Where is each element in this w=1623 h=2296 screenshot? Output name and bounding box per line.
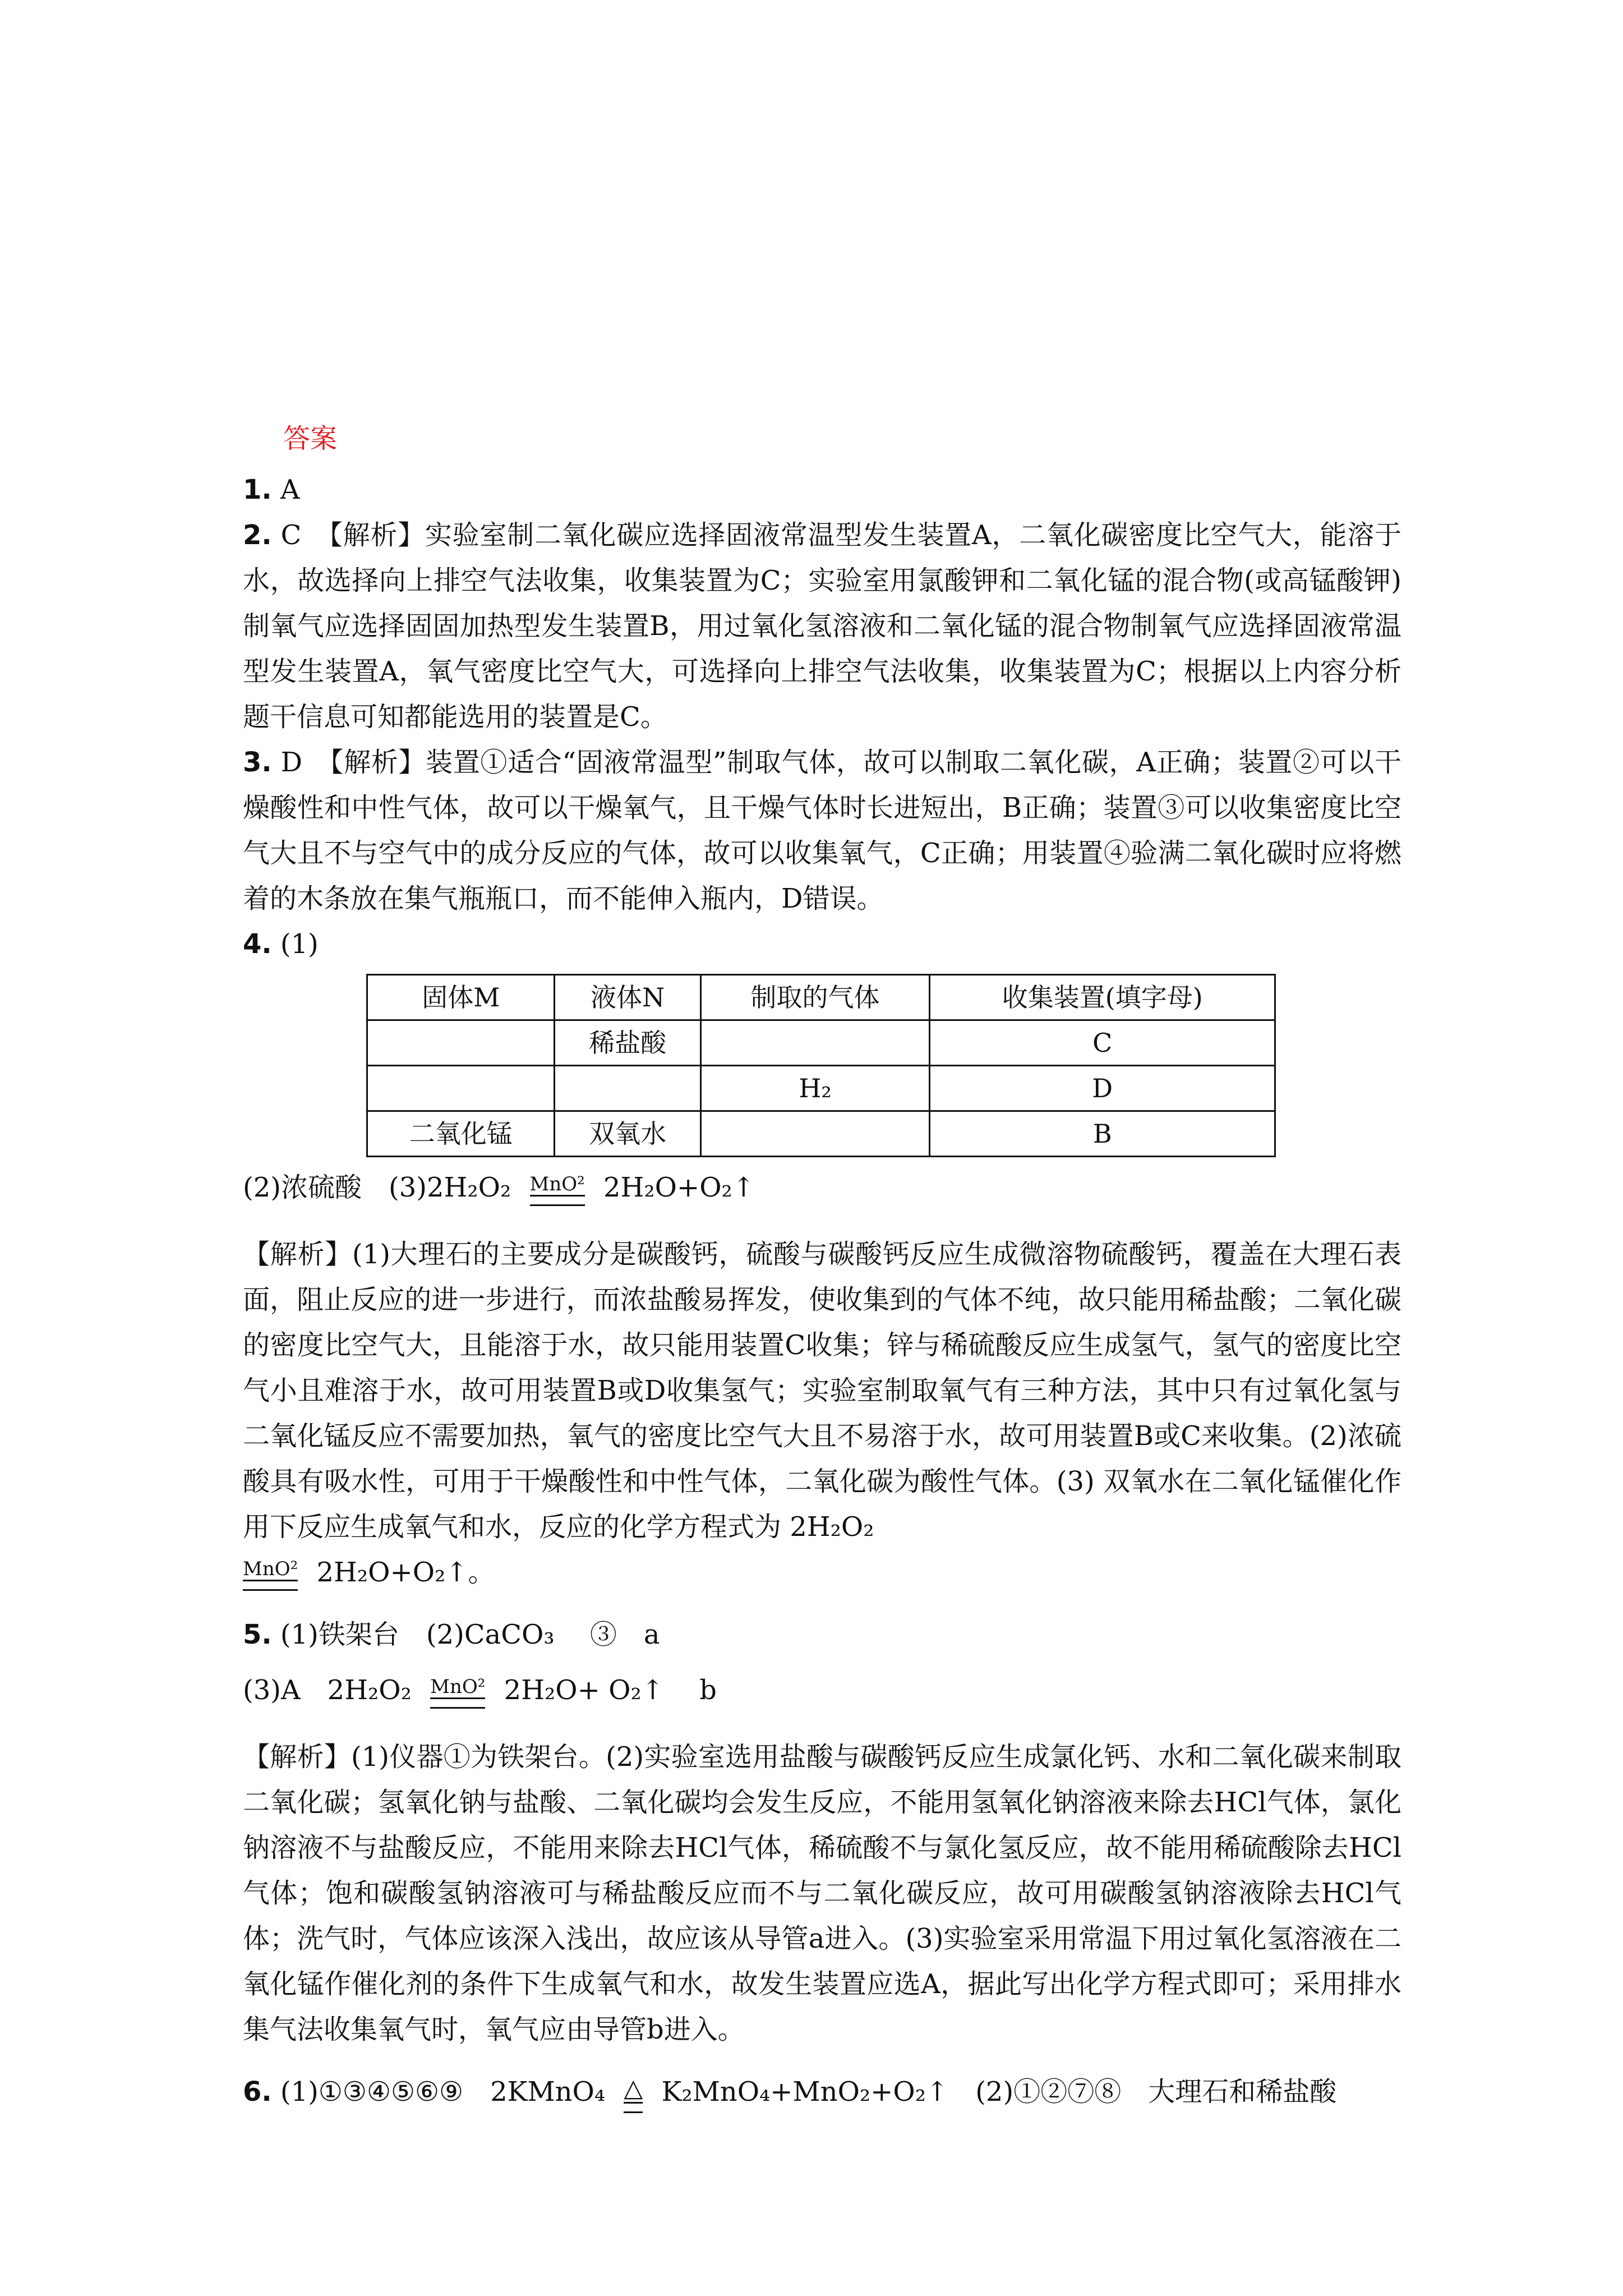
table-cell: [367, 1066, 555, 1111]
table-cell: C: [930, 1020, 1275, 1066]
table-cell: D: [930, 1066, 1275, 1111]
equation-left: (1)①③④⑤⑥⑨ 2KMnO₄: [280, 2076, 606, 2108]
table-cell: H₂: [700, 1066, 930, 1111]
table-row: [367, 1020, 1275, 1066]
equals-sign: [530, 1195, 585, 1206]
equals-sign: [430, 1697, 485, 1709]
equation-right: 2H₂O+O₂↑: [603, 1172, 755, 1203]
answer-text: D 【解析】装置①适合“固液常温型”制取气体，故可以制取二氧化碳，A正确；装置②可以干燥酸性和中性气体，故可以干燥氧气，且干燥气体时长进短出，B正确；装置③可以收集密度比空气大且不与空气中的成分反应的气体，故可以收集氧气，C正确；用装置④验满二氧化碳时应将燃着的木条放在集气瓶瓶口，而不能伸入瓶内，D错误。: [243, 747, 1401, 914]
answer-2: [243, 513, 1401, 740]
question-number: 6.: [243, 2076, 272, 2108]
answer-text: A: [280, 474, 300, 505]
heat-condition-icon: △: [624, 2073, 643, 2102]
answer-text: (1)铁架台 (2)CaCO₃ ③ a: [280, 1619, 660, 1650]
equation-line: [243, 1165, 1401, 1211]
reaction-condition: [530, 1174, 585, 1206]
answer-content: [243, 416, 1401, 2115]
part-label: (1): [280, 928, 319, 960]
table-cell: [700, 1020, 930, 1066]
equation-left: (2)浓硫酸 (3)2H₂O₂: [243, 1172, 511, 1203]
equation-right: K₂MnO₄+MnO₂+O₂↑ (2)①②⑦⑧ 大理石和稀盐酸: [661, 2076, 1337, 2108]
table-cell: [555, 1066, 700, 1111]
table-cell: 双氧水: [555, 1111, 700, 1157]
analysis-body: 【解析】(1)大理石的主要成分是碳酸钙，硫酸与碳酸钙反应生成微溶物硫酸钙，覆盖在大理石表面，阻止反应的进一步进行，而浓盐酸易挥发，使收集到的气体不纯，故只能用稀盐酸；二氧化碳的密度比空气大，且能溶于水，故只能用装置C收集；锌与稀硫酸反应生成氢气，氢气的密度比空气小且难溶于水，故可用装置B或D收集氢气；实验室制取氧气有三种方法，其中只有过氧化氢与二氧化锰反应不需要加热，氧气的密度比空气大且不易溶于水，故可用装置B或C来收集。(2)浓硫酸具有吸水性，可用于干燥酸性和中性气体，二氧化碳为酸性气体。(3) 双氧水在二氧化锰催化作用下反应生成氧气和水，反应的化学方程式为 2H₂O₂: [243, 1239, 1401, 1543]
question-number: 4.: [243, 928, 272, 960]
equation-right: 2H₂O+ O₂↑ b: [504, 1674, 717, 1706]
question-number: 2.: [243, 519, 272, 551]
table-cell: 稀盐酸: [555, 1020, 700, 1066]
equals-sign: [243, 1580, 298, 1591]
reaction-condition: [430, 1676, 485, 1709]
answer-text: C 【解析】实验室制二氧化碳应选择固液常温型发生装置A，二氧化碳密度比空气大，能溶于水，故选择向上排空气法收集，收集装置为C；实验室用氯酸钾和二氧化锰的混合物(或高锰酸钾)制氧气应选择固固加热型发生装置B，用过氧化氢溶液和二氧化锰的混合物制氧气应选择固液常温型发生装置A，氧气密度比空气大，可选择向上排空气法收集，收集装置为C；根据以上内容分析题干信息可知都能选用的装置是C。: [243, 519, 1401, 733]
answer-table: [366, 974, 1276, 1157]
condition-label: MnO²: [529, 1172, 585, 1195]
table-cell: [700, 1111, 930, 1157]
table-cell: [367, 1020, 555, 1066]
answer-3: [243, 740, 1401, 922]
reaction-condition: [243, 1558, 298, 1591]
equation-left: (3)A 2H₂O₂: [243, 1674, 412, 1706]
equation-line: [243, 1668, 1401, 1713]
analysis-body: 【解析】(1)仪器①为铁架台。(2)实验室选用盐酸与碳酸钙反应生成氯化钙、水和二氧化碳来制取二氧化碳；氢氧化钠与盐酸、二氧化碳均会发生反应，不能用氢氧化钠溶液来除去HCl气体，氯化钠溶液不与盐酸反应，不能用来除去HCl气体，稀硫酸不与氯化氢反应，故不能用稀硫酸除去HCl气体；饱和碳酸氢钠溶液可与稀盐酸反应而不与二氧化碳反应，故可用碳酸氢钠溶液除去HCl气体；洗气时，气体应该深入浅出，故应该从导管a进入。(3)实验室采用常温下用过氧化氢溶液在二氧化锰作催化剂的条件下生成氧气和水，故发生装置应选A，据此写出化学方程式即可；采用排水集气法收集氧气时，氧气应由导管b进入。: [243, 1741, 1401, 2045]
analysis-text: [243, 1232, 1401, 1550]
answer-title: 答案: [283, 423, 338, 454]
answer-4: [243, 922, 1401, 1595]
question-number: 1.: [243, 474, 272, 505]
condition-label: MnO²: [243, 1557, 298, 1580]
condition-label: MnO²: [430, 1675, 486, 1698]
question-number: 5.: [243, 1619, 272, 1650]
answer-5: [243, 1612, 1401, 2053]
table-header: 制取的气体: [700, 975, 930, 1020]
table-header: 收集装置(填字母): [930, 975, 1275, 1020]
reaction-condition: [624, 2075, 643, 2113]
analysis-text: [243, 1734, 1401, 2053]
equals-sign: [624, 2102, 643, 2113]
table-row: [367, 1066, 1275, 1111]
table-row: [367, 1111, 1275, 1157]
table-cell: 二氧化锰: [367, 1111, 555, 1157]
answer-6: [243, 2069, 1401, 2115]
answer-1: [243, 467, 1401, 513]
table-cell: B: [930, 1111, 1275, 1157]
equation-continuation: [243, 1550, 1401, 1595]
equation-right: 2H₂O+O₂↑。: [316, 1557, 495, 1588]
table-header-row: [367, 975, 1275, 1020]
table-header: 液体N: [555, 975, 700, 1020]
question-number: 3.: [243, 747, 272, 778]
table-header: 固体M: [367, 975, 555, 1020]
